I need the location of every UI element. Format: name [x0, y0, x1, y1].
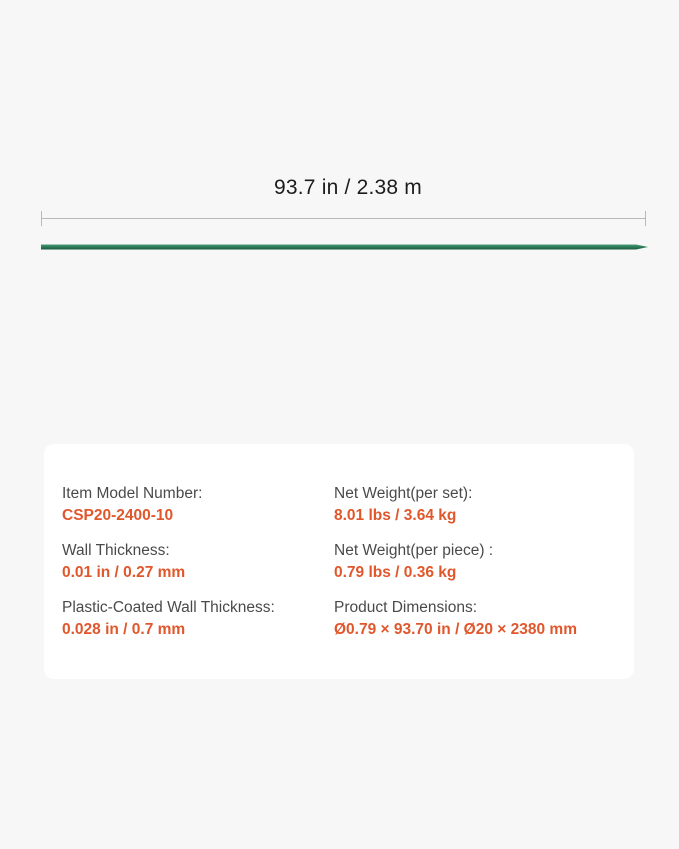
spec-card [44, 444, 634, 679]
measure-line [41, 218, 646, 219]
spec-label: Product Dimensions: [334, 599, 478, 616]
spec-value: 0.79 lbs / 0.36 kg [334, 564, 457, 581]
spec-item-net-weight-piece [334, 541, 629, 598]
spec-value: 0.028 in / 0.7 mm [62, 621, 186, 638]
spec-value: Ø0.79 × 93.70 in / Ø20 × 2380 mm [334, 621, 577, 638]
spec-value: 0.01 in / 0.27 mm [62, 564, 186, 581]
spec-column-left [62, 484, 332, 655]
spec-label: Wall Thickness: [62, 542, 170, 559]
spec-label: Plastic-Coated Wall Thickness: [62, 599, 275, 616]
spec-column-right [334, 484, 629, 655]
spec-value: CSP20-2400-10 [62, 507, 174, 524]
spec-label: Net Weight(per set): [334, 485, 473, 502]
green-stake-image [40, 243, 650, 251]
spec-item-coated-wall-thickness [62, 598, 332, 655]
spec-item-net-weight-set [334, 484, 629, 541]
spec-label: Item Model Number: [62, 485, 203, 502]
spec-item-product-dimensions [334, 598, 629, 655]
spec-item-model-number [62, 484, 332, 541]
green-stake [40, 238, 650, 246]
dimension-label: 93.7 in / 2.38 m [274, 176, 422, 199]
spec-item-wall-thickness [62, 541, 332, 598]
measure-tick-right [645, 211, 646, 226]
spec-label: Net Weight(per piece) : [334, 542, 494, 559]
spec-value: 8.01 lbs / 3.64 kg [334, 507, 457, 524]
